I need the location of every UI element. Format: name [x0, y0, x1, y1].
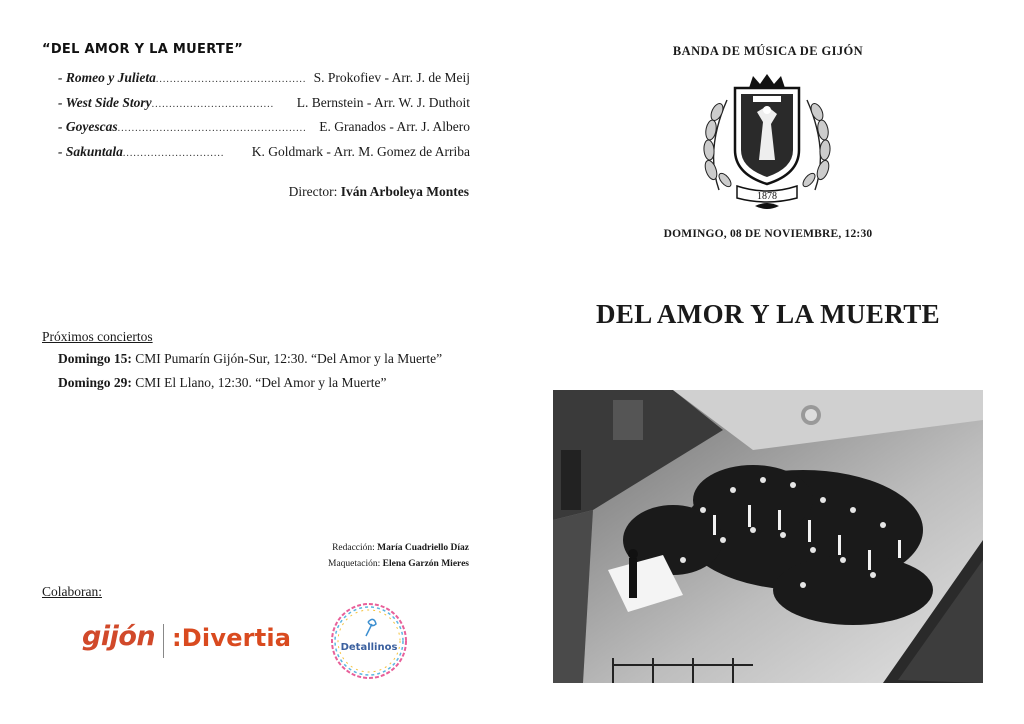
- dot-leader: ...........................................: [155, 74, 307, 85]
- next-concerts-heading: Próximos conciertos: [42, 329, 153, 344]
- band-crest-icon: [697, 70, 837, 214]
- dot-leader: ...................................: [151, 98, 275, 110]
- program-item-work: - Romeo y Julieta: [58, 70, 156, 85]
- program-item: [58, 144, 470, 169]
- logo-divider: [163, 624, 164, 658]
- program-item-work: - Sakuntala: [58, 143, 123, 159]
- program-item-composer: L. Bernstein - Arr. W. J. Duthoit: [296, 94, 470, 110]
- credit-line: Maquetación: Elena Garzón Mieres: [328, 559, 469, 569]
- cover-title: DEL AMOR Y LA MUERTE: [595, 299, 941, 329]
- next-concert-item: [58, 351, 442, 375]
- collaborators-heading: Colaboran:: [42, 584, 102, 599]
- program-item: [58, 95, 470, 120]
- gijon-logo: gijón: [82, 621, 156, 652]
- program-item-composer: K. Goldmark - Arr. M. Gomez de Arriba: [251, 143, 470, 159]
- next-concert-date: Domingo 29:: [58, 375, 132, 390]
- director-label: Director:: [288, 184, 341, 199]
- director-name: Iván Arboleya Montes: [340, 184, 469, 199]
- detallinos-logo-text: Detallinos: [340, 642, 398, 653]
- concert-date: DOMINGO, 08 DE NOVIEMBRE, 12:30: [663, 228, 873, 240]
- program-list: [58, 70, 470, 168]
- program-item-composer: E. Granados - Arr. J. Albero: [319, 119, 470, 135]
- divertia-logo: :Divertia: [172, 624, 292, 652]
- next-concert-text: CMI El Llano, 12:30. “Del Amor y la Muerte”: [131, 375, 387, 390]
- dot-leader: .............................: [122, 147, 225, 159]
- band-name: BANDA DE MÚSICA DE GIJÓN: [672, 44, 864, 58]
- next-concerts-list: [58, 351, 442, 399]
- program-item-work: - Goyescas: [58, 119, 118, 135]
- dot-leader: ......................................................: [117, 123, 307, 135]
- program-item: [58, 119, 470, 144]
- program-title: “DEL AMOR Y LA MUERTE”: [42, 42, 244, 57]
- credit-line: Redacción: María Cuadriello Díaz: [332, 543, 469, 553]
- detallinos-logo: [328, 600, 410, 682]
- next-concert-item: [58, 375, 442, 399]
- program-item-work: - West Side Story: [58, 94, 152, 110]
- director-line: [289, 184, 469, 200]
- band-performance-photo: [553, 390, 983, 683]
- crest-year: 1878: [757, 191, 777, 202]
- next-concert-date: Domingo 15:: [58, 351, 132, 366]
- next-concert-text: CMI Pumarín Gijón-Sur, 12:30. “Del Amor y la Muerte”: [131, 351, 443, 366]
- credits: [328, 540, 469, 572]
- program-item: [58, 70, 470, 95]
- program-item-composer: S. Prokofiev - Arr. J. de Meij: [313, 70, 470, 85]
